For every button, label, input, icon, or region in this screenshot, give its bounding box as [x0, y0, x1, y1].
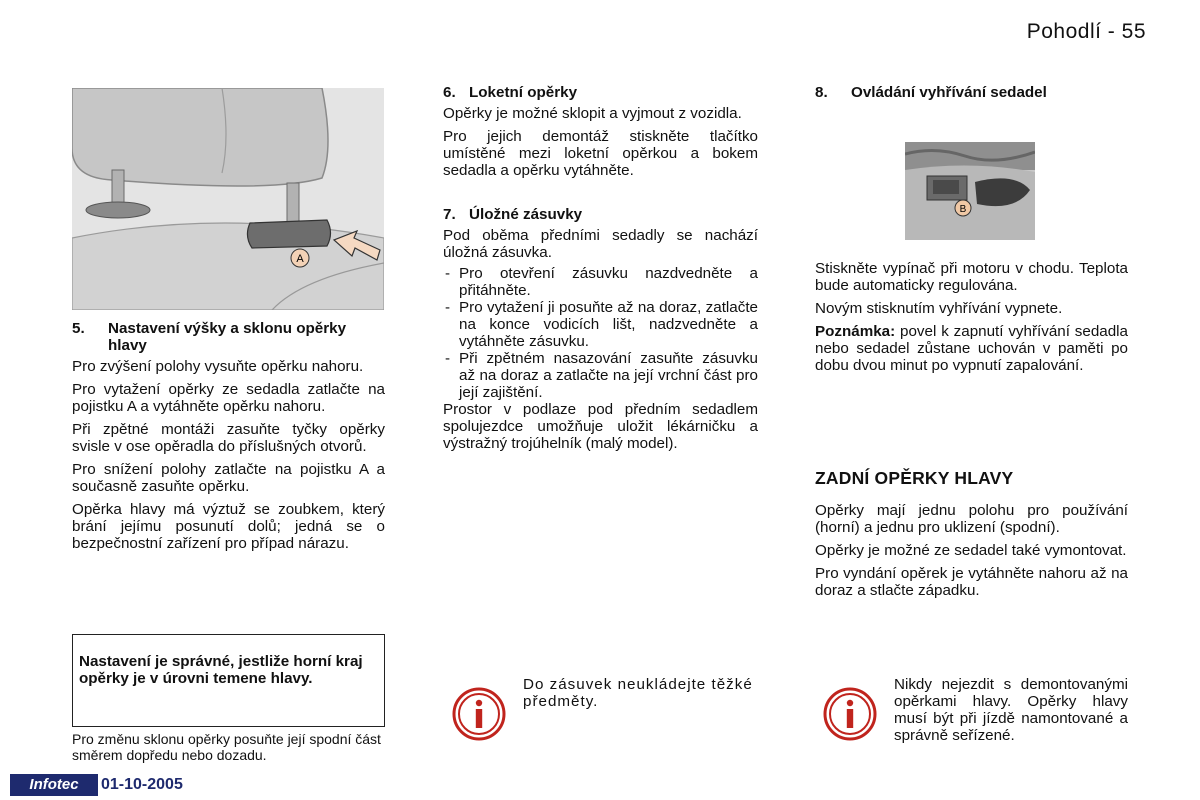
page-header: Pohodlí - 55 — [1026, 20, 1146, 43]
column-2 — [443, 84, 758, 458]
section-8-heading: 8. Ovládání vyhřívání sedadel — [815, 84, 1047, 101]
paragraph: Opěrka hlavy má výztuž se zoubkem, který brání jejímu posunutí dolů; jedná se o bezpečnostní zařízení pro případ nárazu. — [72, 501, 385, 552]
paragraph: Opěrky je možné sklopit a vyjmout z vozidla. — [443, 105, 742, 122]
rear-headrests-title: ZADNÍ OPĚRKY HLAVY — [815, 468, 1014, 488]
infotec-logo: Infotec — [10, 774, 98, 796]
drawer-instructions-list — [443, 265, 758, 401]
paragraph: Pod oběma předními sedadly se nachází úložná zásuvka. — [443, 227, 758, 261]
list-item: - Pro otevření zásuvku nazdvedněte a přitáhněte. — [443, 265, 758, 299]
info-warning-icon — [451, 686, 507, 742]
figure-label-b: B — [959, 204, 967, 215]
paragraph: Stiskněte vypínač při motoru v chodu. Teplota bude automaticky regulována. — [815, 260, 1128, 294]
note-paragraph — [815, 323, 1128, 374]
list-item: - Při zpětném nasazování zasuňte zásuvku až na doraz a zatlačte na její vrchní část pro její zajištění. — [443, 350, 758, 401]
note-label: Poznámka: — [815, 323, 896, 340]
section-7-heading: 7. Úložné zásuvky — [443, 206, 583, 223]
publication-date: 01-10-2005 — [101, 776, 183, 793]
section-8-text — [815, 260, 1128, 380]
section-5 — [72, 320, 385, 558]
paragraph: Pro vytažení opěrky ze sedadla zatlačte na pojistku A a vytáhněte opěrku nahoru. — [72, 381, 385, 415]
paragraph: Opěrky je možné ze sedadel také vymontovat. — [815, 542, 1127, 559]
section-5-heading: 5. Nastavení výšky a sklonu opěrky hlavy — [72, 320, 347, 354]
paragraph: Pro zvýšení polohy vysuňte opěrku nahoru. — [72, 358, 364, 375]
paragraph: Novým stisknutím vyhřívání vypnete. — [815, 300, 1063, 317]
list-item: - Pro vytažení ji posuňte až na doraz, zatlačte na konce vodicích lišt, nadzvedněte a vytáhněte zásuvku. — [443, 299, 758, 350]
footnote: Pro změnu sklonu opěrky posuňte její spodní část směrem dopředu nebo dozadu. — [72, 731, 381, 763]
note-text: povel k zapnutí vyhřívání sedadla nebo sedadel zůstane uchován v paměti po dobu dvou minut po vypnutí zapalování. — [815, 323, 1128, 374]
figure-label-a: A — [296, 253, 304, 265]
section-8 — [815, 84, 1128, 105]
section-6-heading: 6. Loketní opěrky — [443, 84, 578, 101]
note-text: Nastavení je správné, jestliže horní kraj opěrky je v úrovni temene hlavy. — [79, 653, 363, 687]
drawer-warning: Do zásuvek neukládejte těžké předměty. — [523, 676, 753, 710]
info-warning-icon — [822, 686, 878, 742]
headrest-warning: Nikdy nejezdit s demontovanými opěrkami hlavy. Opěrky hlavy musí být při jízdě namontované a správně seřízené. — [894, 676, 1128, 744]
paragraph: Pro vyndání opěrek je vytáhněte nahoru až na doraz a stlačte západku. — [815, 565, 1128, 599]
headrest-illustration — [72, 88, 384, 310]
paragraph: Opěrky mají jednu polohu pro používání (horní) a jednu pro uklizení (spodní). — [815, 502, 1128, 536]
heated-seat-switch-illustration — [905, 142, 1035, 240]
paragraph: Při zpětné montáži zasuňte tyčky opěrky svisle v ose opěradla do příslušných otvorů. — [72, 421, 385, 455]
paragraph: Prostor v podlaze pod předním sedadlem spolujezdce umožňuje uložit lékárničku a výstražný trojúhelník (malý model). — [443, 401, 758, 452]
rear-headrests-text — [815, 502, 1128, 605]
paragraph: Pro snížení polohy zatlačte na pojistku A a současně zasuňte opěrku. — [72, 461, 385, 495]
paragraph: Pro jejich demontáž stiskněte tlačítko umístěné mezi loketní opěrkou a bokem sedadla a opěrku vytáhněte. — [443, 128, 758, 179]
headrest-note-box — [72, 634, 385, 727]
